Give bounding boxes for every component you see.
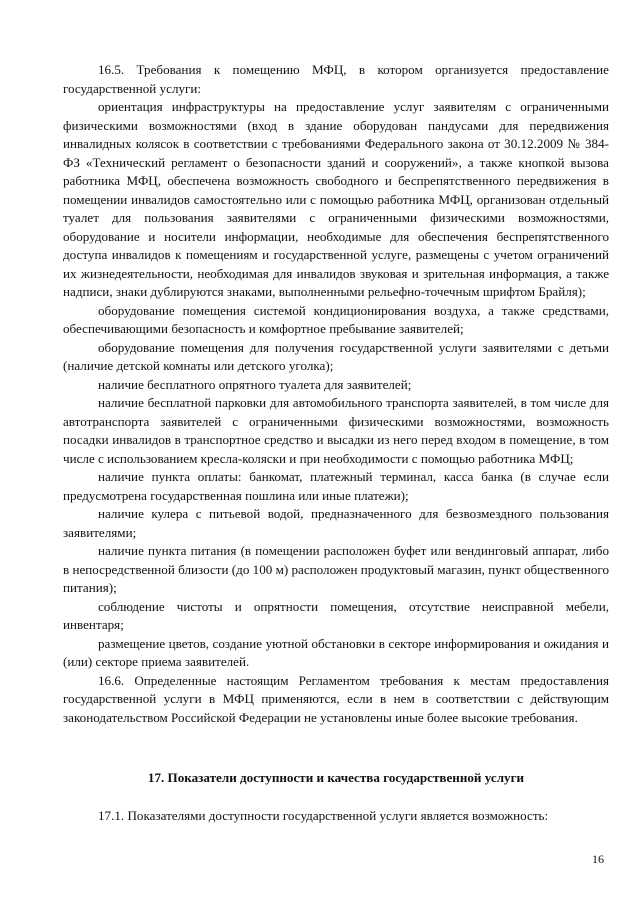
- paragraph-payment: наличие пункта оплаты: банкомат, платежный терминал, касса банка (в случае если предусмотрена государственная пошлина или иные платежи);: [63, 469, 609, 503]
- section-heading: 17. Показатели доступности и качества государственной услуги: [147, 770, 525, 785]
- page-number: 16: [592, 852, 604, 866]
- paragraph-water-cooler: наличие кулера с питьевой водой, предназначенного для безвозмездного пользования заявителями;: [63, 506, 609, 540]
- paragraph-17-1: 17.1. Показателями доступности государственной услуги является возможность:: [98, 808, 549, 823]
- paragraph-air-conditioning: оборудование помещения системой кондиционирования воздуха, а также средствами, обеспечивающими безопасность и комфортное пребывание заявителей;: [63, 302, 609, 336]
- paragraph-toilet: наличие бесплатного опрятного туалета для заявителей;: [98, 376, 412, 392]
- body-text: [63, 61, 609, 727]
- paragraph-parking: наличие бесплатной парковки для автомобильного транспорта заявителей, в том числе для автотранспорта заявителей с ограниченными физическими возможностями, возможность посадки инвалидов в транспортное средство и высадки из него перед входом в помещение, в том числе с использованием кресла-коляски и при необходимости с помощью работника МФЦ;: [63, 395, 609, 466]
- paragraph-children: оборудование помещения для получения государственной услуги заявителями с детьми (наличие детской комнаты или детского уголка);: [63, 339, 609, 373]
- paragraph-16-6: 16.6. Определенные настоящим Регламентом требования к местам предоставления государственной услуги в МФЦ применяются, если в нем в соответствии с действующим законодательством Российской Федерации не установлены иные более высокие требования.: [63, 672, 609, 725]
- paragraph-infrastructure: ориентация инфраструктуры на предоставление услуг заявителям с ограниченными физическими возможностями (вход в здание оборудован пандусами для передвижения инвалидных колясок в соответствии с требованиями Федерального закона от 30.12.2009 № 384-ФЗ «Технический регламент о безопасности зданий и сооружений», а также кнопкой вызова работника МФЦ, обеспечена возможность свободного и беспрепятственного передвижения в помещении инвалидов самостоятельно или с помощью работника МФЦ, организован отдельный туалет для пользования заявителями с ограниченными физическими возможностями, оборудование и носители информации, необходимые для обеспечения беспрепятственного доступа инвалидов к помещениям и государственной услуге, размещены с учетом ограничений их жизнедеятельности, необходимая для инвалидов звуковая и зрительная информация, а также надписи, знаки дублируются знаками, выполненными рельефно-точечным шрифтом Брайля);: [63, 99, 609, 299]
- paragraph-flowers: размещение цветов, создание уютной обстановки в секторе информирования и ожидания и (или) секторе приема заявителей.: [63, 635, 609, 669]
- paragraph-food: наличие пункта питания (в помещении расположен буфет или вендинговый аппарат, либо в непосредственной близости (до 100 м) расположен продуктовый магазин, пункт общественного питания);: [63, 543, 609, 595]
- paragraph-cleanliness: соблюдение чистоты и опрятности помещения, отсутствие неисправной мебели, инвентаря;: [63, 598, 609, 632]
- paragraph-16-5: 16.5. Требования к помещению МФЦ, в котором организуется предоставление государственной услуги:: [63, 62, 609, 96]
